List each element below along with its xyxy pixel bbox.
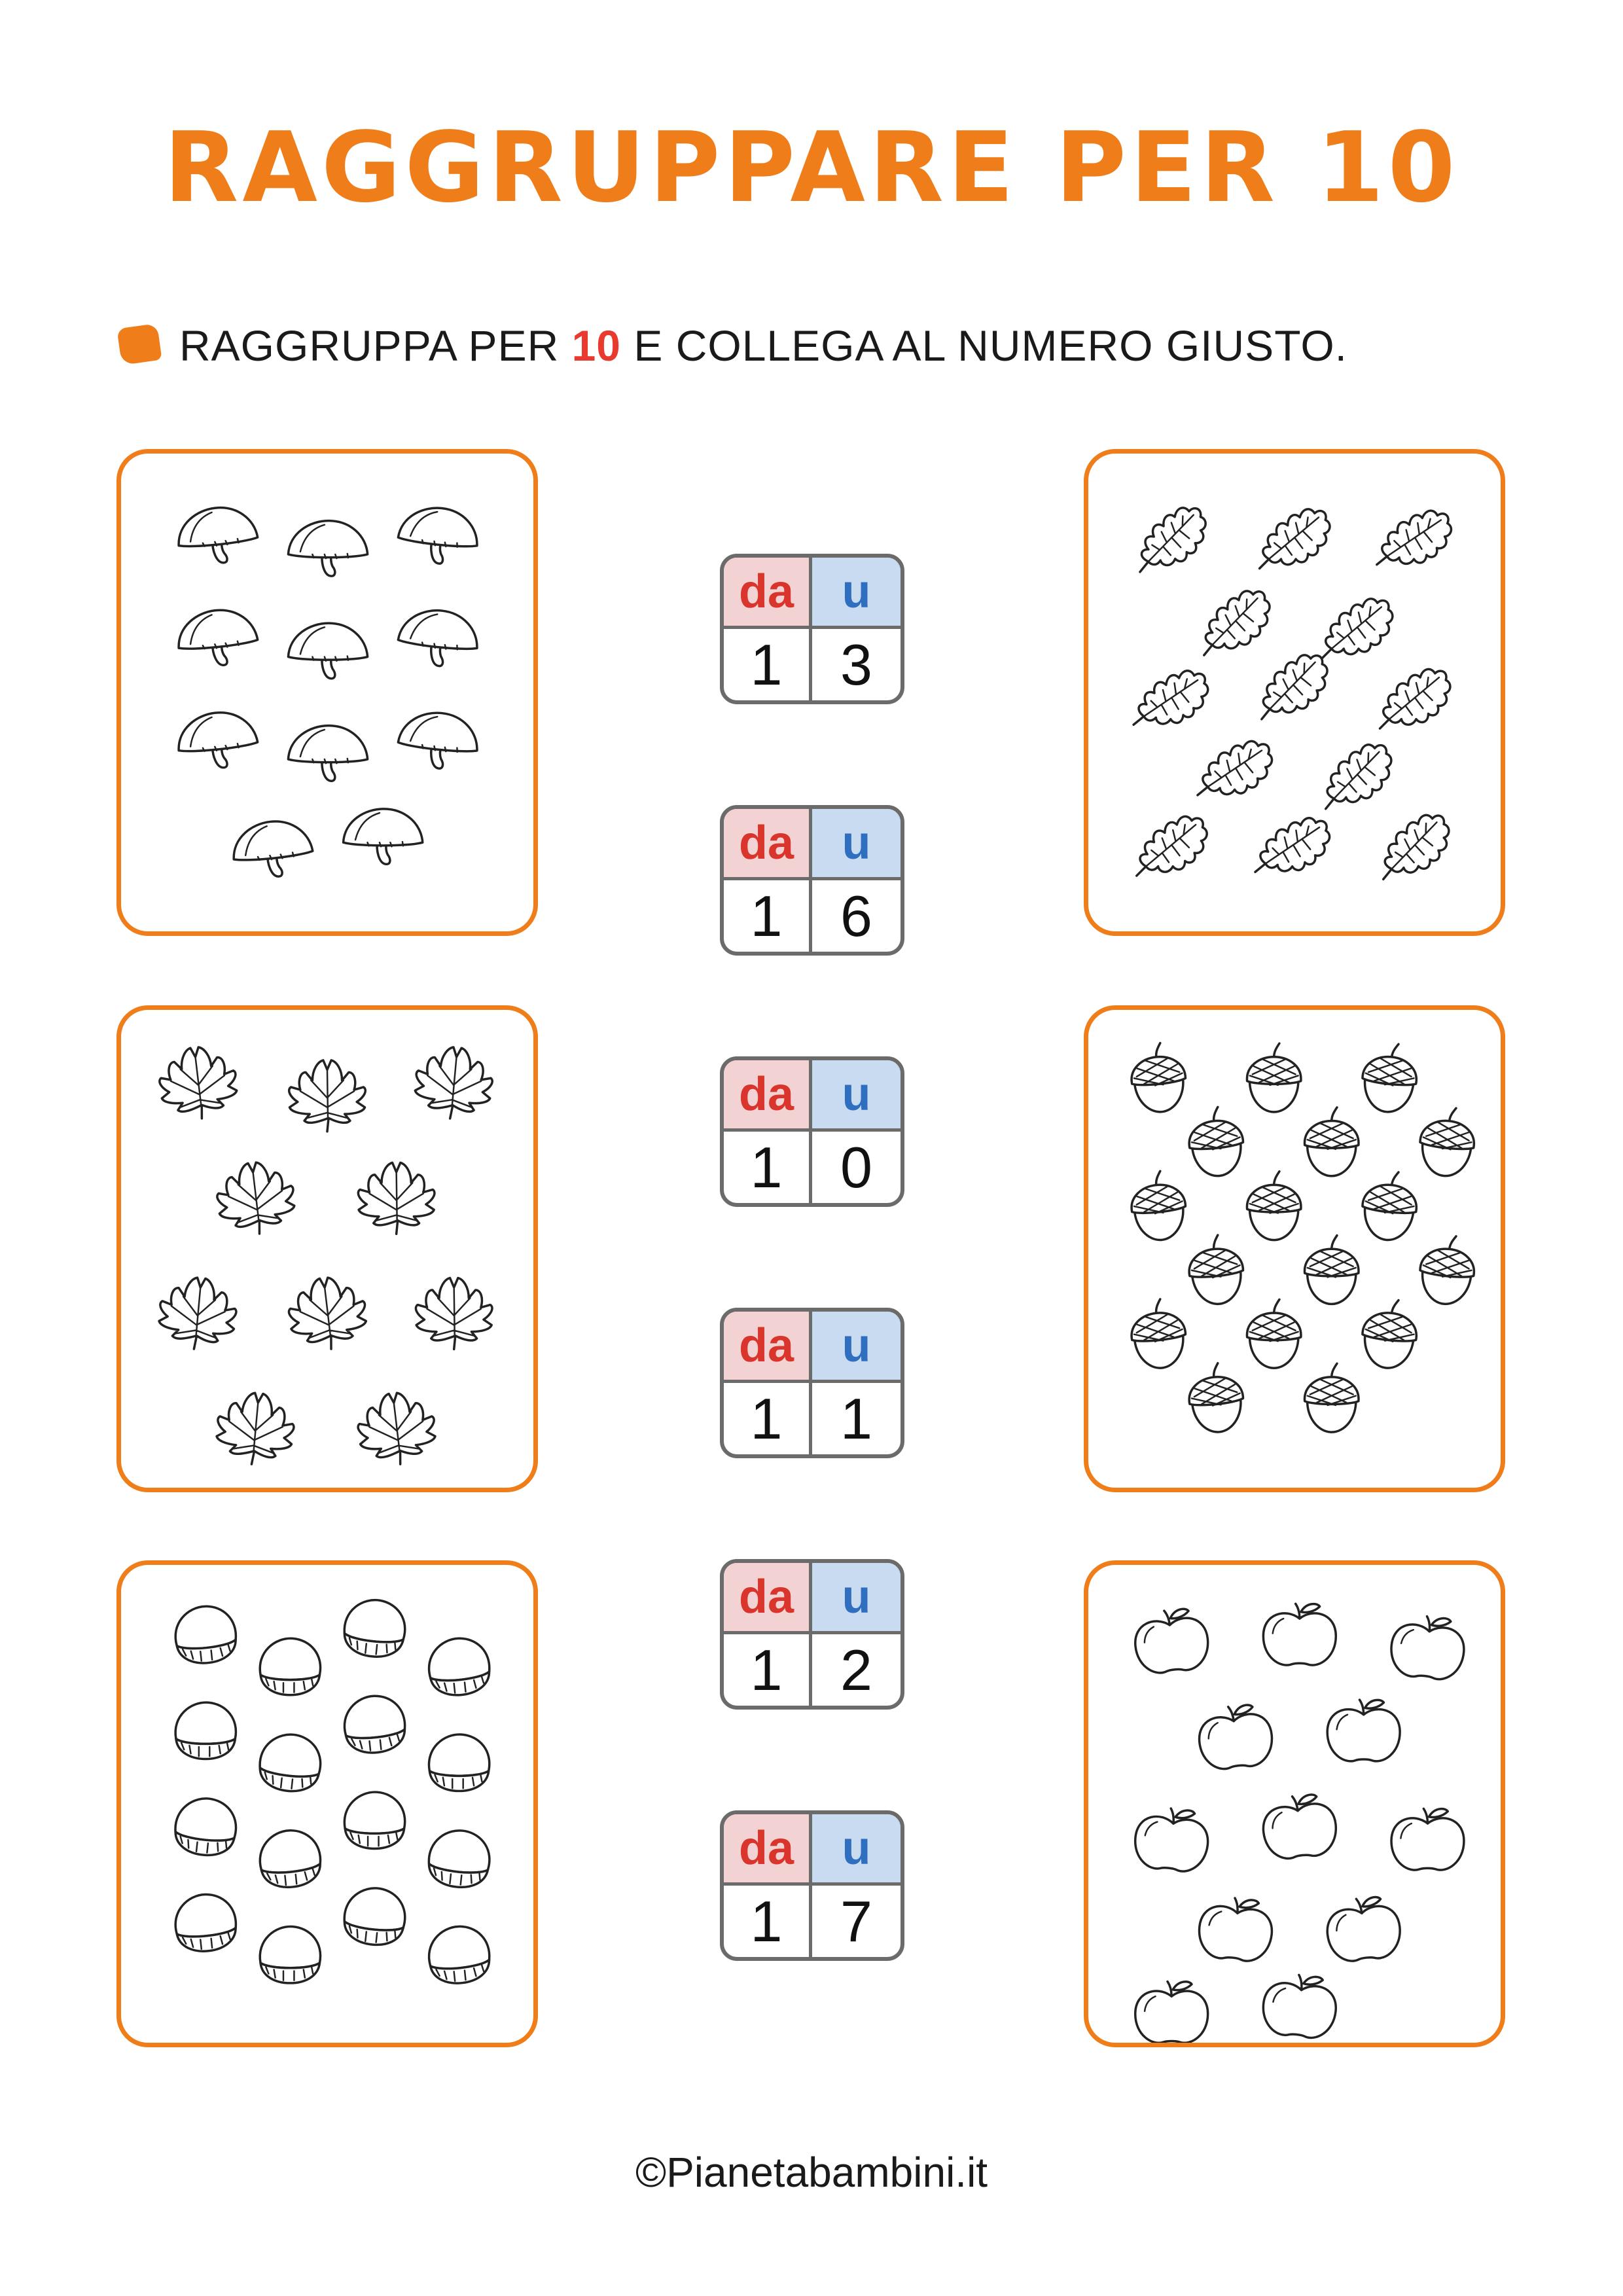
apple-icon [1196,1895,1275,1964]
tens-value: 1 [724,1634,812,1706]
acorn-icon [1359,1169,1420,1243]
oak-leaf-icon [1137,816,1207,876]
place-value-box[interactable] [720,1308,904,1458]
oak-leaf-icon [1260,509,1330,569]
oak-leaf-icon [1377,506,1453,572]
mushroom-icon [396,607,480,670]
units-value: 3 [840,632,872,697]
mushroom-icon [175,606,260,670]
card-maple-leaves[interactable] [116,1005,538,1492]
acorn-icon [1359,1297,1420,1371]
chestnut-icon [426,1924,492,1986]
units-value: 6 [840,883,872,948]
tens-header: da [724,1060,812,1132]
chestnut-icon [342,1693,408,1756]
oak-leaf-icon [1133,666,1209,732]
apple-icon [1260,1971,1339,2040]
maple-leaf-icon [286,1274,369,1353]
card-oak-leaves[interactable] [1084,449,1505,936]
apple-icon [1327,1700,1400,1761]
units-header: u [812,1060,901,1132]
apple-icon [1260,1792,1339,1861]
tens-header: da [724,1563,812,1634]
mushroom-icon [230,817,315,881]
instruction-text [179,321,1347,370]
place-value-box[interactable] [720,1810,904,1961]
chestnut-icon [342,1885,408,1948]
maple-leaf-icon [156,1274,239,1353]
instruction-highlight: 10 [571,321,622,370]
acorn-icon [1305,1363,1359,1432]
units-header: u [812,1312,901,1383]
mushroom-icon [396,504,480,567]
acorn-icon [1247,1043,1300,1112]
acorn-icon [1305,1107,1359,1176]
acorn-icon [1417,1233,1478,1307]
oak-leaf-icon [1255,653,1331,719]
maple-leaf-icon [214,1159,297,1238]
acorn-icon [1128,1297,1189,1371]
bullet-icon [116,323,162,365]
tens-value: 1 [724,880,812,952]
acorn-icon [1128,1169,1189,1243]
maple-leaf-icon [213,1390,296,1468]
place-value-box[interactable] [720,805,904,956]
card-apples[interactable] [1084,1560,1505,2047]
chestnut-icon [173,1604,239,1666]
tens-header: da [724,809,812,880]
chestnut-icon [342,1597,408,1660]
instruction-after: E COLLEGA AL NUMERO GIUSTO. [621,321,1347,370]
units-value: 0 [840,1134,872,1200]
mushroom-icon [344,809,423,865]
mushroom-icon [288,623,367,679]
tens-value: 1 [724,1132,812,1203]
chestnut-icon [257,1827,323,1890]
card-acorns[interactable] [1084,1005,1505,1492]
acorn-icon [1305,1236,1359,1304]
units-value: 2 [840,1637,872,1702]
card-chestnuts[interactable] [116,1560,538,2047]
acorn-icon [1359,1041,1420,1115]
oak-leaf-icon [1198,736,1274,802]
chestnut-icon [429,1734,489,1791]
tens-value: 1 [724,629,812,700]
acorn-icon [1417,1105,1478,1179]
oak-leaf-icon [1380,669,1450,728]
chestnut-icon [426,1827,492,1890]
chestnut-icon [173,1892,239,1954]
copyright-footer: ©Pianetabambini.it [635,2149,988,2196]
units-value: 7 [840,1888,872,1954]
acorn-icon [1247,1172,1300,1240]
acorn-icon [1186,1105,1247,1179]
oak-leaf-icon [1134,505,1210,571]
units-header: u [812,1814,901,1886]
apple-icon [1391,1808,1464,1870]
mushroom-icon [396,709,480,772]
oak-leaf-icon [1255,813,1331,879]
chestnut-icon [175,1702,236,1759]
maple-leaf-icon [412,1044,495,1122]
mushroom-icon [175,504,260,567]
chestnut-icon [260,1927,320,1983]
oak-leaf-icon [1377,813,1453,879]
oak-leaf-icon [1322,599,1392,658]
acorn-icon [1186,1233,1247,1307]
maple-leaf-icon [289,1060,366,1132]
tens-header: da [724,1312,812,1383]
tens-header: da [724,1814,812,1886]
acorn-icon [1247,1299,1300,1368]
apple-icon [1135,1982,1208,2043]
maple-leaf-icon [355,1390,438,1468]
chestnut-icon [257,1731,323,1794]
chestnut-icon [260,1638,320,1695]
apple-icon [1389,1613,1467,1681]
tens-header: da [724,558,812,629]
place-value-box[interactable] [720,1559,904,1710]
oak-leaf-icon [1319,742,1395,808]
chestnut-icon [426,1636,492,1698]
mushroom-icon [288,726,367,781]
apple-icon [1263,1604,1336,1665]
units-header: u [812,558,901,629]
chestnut-icon [173,1795,239,1858]
units-value: 1 [840,1386,872,1451]
place-value-box[interactable] [720,1056,904,1207]
apple-icon [1132,1805,1211,1874]
place-value-box[interactable] [720,554,904,704]
units-header: u [812,1563,901,1634]
oak-leaf-icon [1198,589,1274,655]
instruction-before: RAGGRUPPA PER [179,321,572,370]
maple-leaf-icon [358,1162,435,1234]
mushroom-icon [175,709,260,772]
tens-value: 1 [724,1383,812,1454]
maple-leaf-icon [416,1278,492,1350]
tens-value: 1 [724,1886,812,1957]
units-header: u [812,809,901,880]
acorn-icon [1186,1361,1247,1435]
chestnut-icon [344,1792,404,1848]
maple-leaf-icon [156,1044,240,1122]
apple-icon [1132,1607,1211,1676]
apple-icon [1196,1702,1275,1771]
apple-icon [1324,1895,1402,1964]
mushroom-icon [288,521,367,577]
page-title: RAGGRUPPARE PER 10 [164,111,1459,224]
acorn-icon [1128,1041,1189,1115]
card-mushrooms[interactable] [116,449,538,936]
